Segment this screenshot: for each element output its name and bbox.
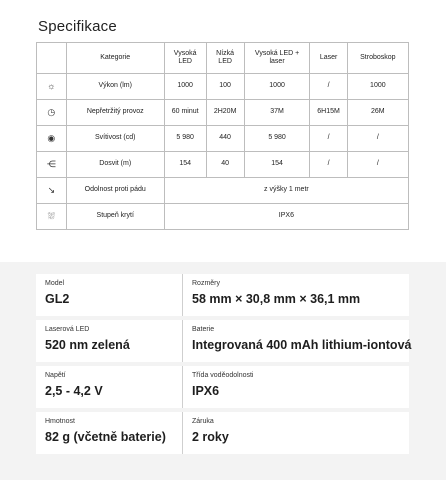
table-row-beam-distance: [37, 152, 409, 178]
table-cell-merged: z výšky 1 metr: [164, 178, 408, 204]
row-label: Dosvit (m): [66, 152, 164, 178]
detail-key: Laserová LED: [45, 326, 90, 333]
detail-key: Baterie: [192, 326, 215, 333]
table-cell: 5 980: [164, 126, 206, 152]
intensity-icon: ◉: [37, 126, 67, 152]
detail-right: [182, 274, 406, 316]
detail-key: Napětí: [45, 372, 66, 379]
row-label: Odolnost proti pádu: [66, 178, 164, 204]
detail-card: [36, 412, 409, 454]
table-header-row: [37, 43, 409, 74]
header-high-led: Vysoká LED: [164, 43, 206, 74]
row-label: Stupeň krytí: [66, 204, 164, 230]
specification-table: [36, 42, 409, 230]
details-section: [0, 262, 446, 480]
detail-key: Hmotnost: [45, 418, 75, 425]
table-row-ingress: [37, 204, 409, 230]
detail-key: Záruka: [192, 418, 214, 425]
table-cell: 6H15M: [310, 100, 347, 126]
header-category: Kategorie: [66, 43, 164, 74]
detail-value: 2,5 - 4,2 V: [45, 384, 103, 398]
table-cell: 154: [244, 152, 310, 178]
detail-value: IPX6: [192, 384, 220, 398]
row-label: Nepřetržitý provoz: [66, 100, 164, 126]
detail-key: Rozměry: [192, 280, 221, 287]
detail-value: 58 mm × 30,8 mm × 36,1 mm: [192, 292, 361, 306]
beam-distance-icon: ⋲: [37, 152, 67, 178]
row-label: Výkon (lm): [66, 74, 164, 100]
detail-right: [182, 412, 406, 454]
section-title: Specifikace: [38, 18, 117, 35]
detail-value: Integrovaná 400 mAh lithium-iontová: [192, 338, 412, 352]
detail-value: 82 g (včetně baterie): [45, 430, 166, 444]
table-cell: /: [347, 152, 408, 178]
table-cell: 1000: [347, 74, 408, 100]
detail-left: [45, 366, 175, 408]
detail-value: 2 roky: [192, 430, 229, 444]
table-cell: 37M: [244, 100, 310, 126]
table-cell: 40: [206, 152, 244, 178]
header-laser: Laser: [310, 43, 347, 74]
table-cell: 100: [206, 74, 244, 100]
table-cell: /: [310, 74, 347, 100]
row-label: Svítivost (cd): [66, 126, 164, 152]
detail-left: [45, 320, 175, 362]
impact-resistance-icon: ↘: [37, 178, 67, 204]
table-row-output: [37, 74, 409, 100]
header-strobe: Stroboskop: [347, 43, 408, 74]
table-row-runtime: [37, 100, 409, 126]
detail-card: [36, 366, 409, 408]
table-cell: /: [347, 126, 408, 152]
table-cell: 2H20M: [206, 100, 244, 126]
table-cell: 1000: [164, 74, 206, 100]
detail-key: Třída voděodolnosti: [192, 372, 254, 379]
detail-value: 520 nm zelená: [45, 338, 130, 352]
table-row-impact: [37, 178, 409, 204]
table-cell: 26M: [347, 100, 408, 126]
table-cell: 154: [164, 152, 206, 178]
table-cell: 5 980: [244, 126, 310, 152]
header-low-led: Nízká LED: [206, 43, 244, 74]
detail-right: [182, 320, 412, 362]
detail-card: [36, 320, 412, 362]
detail-left: [45, 274, 175, 316]
detail-value: GL2: [45, 292, 70, 306]
table-cell: 440: [206, 126, 244, 152]
table-cell: 60 minut: [164, 100, 206, 126]
table-row-intensity: [37, 126, 409, 152]
lumen-icon: ☼: [37, 74, 67, 100]
table-cell: /: [310, 152, 347, 178]
detail-left: [45, 412, 175, 454]
table-cell: /: [310, 126, 347, 152]
table-cell: 1000: [244, 74, 310, 100]
header-high-led-laser: Vysoká LED + laser: [244, 43, 310, 74]
detail-key: Model: [45, 280, 65, 287]
detail-right: [182, 366, 406, 408]
clock-icon: ◷: [37, 100, 67, 126]
detail-card: [36, 274, 409, 316]
table-cell-merged: IPX6: [164, 204, 408, 230]
water-resistance-icon: ⛆: [37, 204, 67, 230]
header-icon-cell: [37, 43, 67, 74]
